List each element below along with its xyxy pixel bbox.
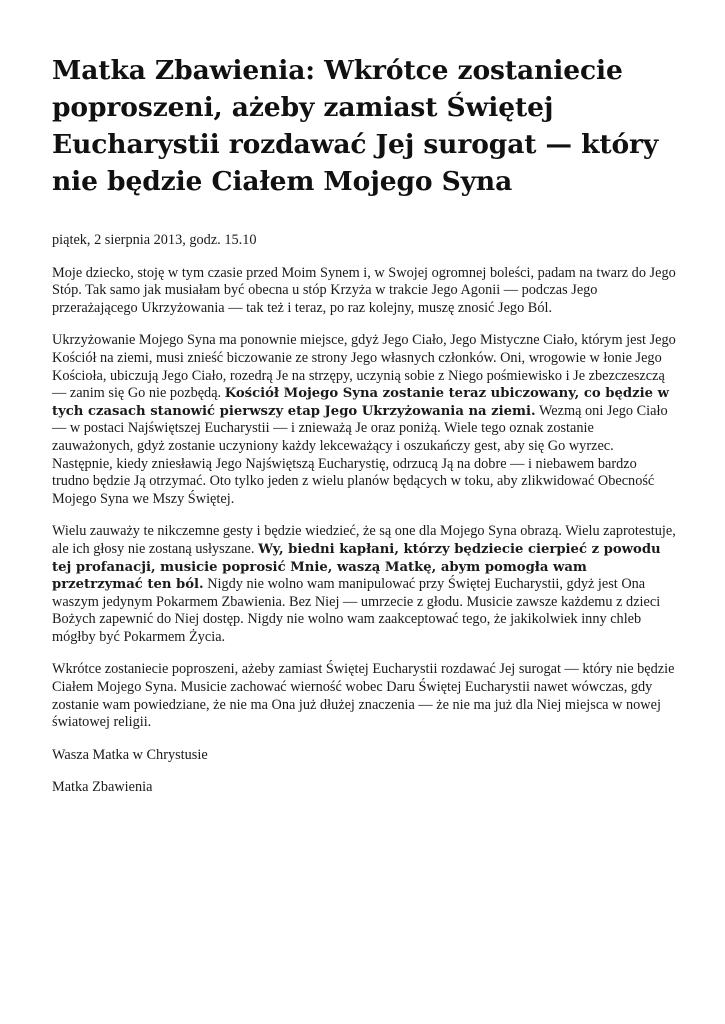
paragraph-3-text-a: Wielu zauważy te nikczemne gesty i będzie wiedzieć, że są one dla Mojego Syna obrazą. Wielu zaprotestuje, ale ich głosy nie zostaną usłyszane. xyxy=(52,523,676,557)
paragraph-3-bold: Wy, biedni kapłani, którzy będziecie cierpieć z powodu tej profanacji, musicie poprosić Mnie, waszą Matkę, abym pomogła wam przetrzymać ten ból. xyxy=(52,541,661,593)
paragraph-4: Wkrótce zostaniecie poproszeni, ażeby zamiast Świętej Eucharystii rozdawać Jej surogat — który nie będzie Ciałem Mojego Syna. Musicie zachować wierność wobec Daru Świętej Eucharystii nawet wówczas, gdy zostanie wam powiedziane, że nie ma Ona już dłużej znaczenia — że nie ma już dla Niej miejsca w nowej światowej religii. xyxy=(52,661,675,731)
paragraph-2-text-b: Wezmą oni Jego Ciało — w postaci Najświętszej Eucharystii — i znieważą Je oraz poniżą. Wiele tego oznak zostanie zauważonych, gdyż zostanie uczyniony każdy lekceważący i oszukańczy gest, aby się Go wyrzec. Następnie, kiedy zniesławią Jego Najświętszą Eucharystię, odrzucą Ją na dobre — i niebawem bardzo trudno będzie Ją otrzymać. Oto tylko jeden z wielu planów będących w toku, aby zlikwidować Obecność Mojego Syna we Mszy Świętej. xyxy=(52,402,668,507)
paragraph-3-text-b: Nigdy nie wolno wam manipulować przy Świętej Eucharystii, gdyż jest Ona waszym jedynym Pokarmem Zbawienia. Bez Niej — umrzecie z głodu. Musicie zawsze każdemu z dzieci Bożych zapewnić do Niej dostęp. Nigdy nie wolno wam zaakceptować tego, że jakikolwiek inny chleb mógłby być Pokarmem Życia. xyxy=(52,576,661,645)
signature: Matka Zbawienia xyxy=(52,779,153,796)
closing-line: Wasza Matka w Chrystusie xyxy=(52,746,208,763)
article-date: piątek, 2 sierpnia 2013, godz. 15.10 xyxy=(52,232,257,248)
article xyxy=(52,52,677,812)
paragraph-2 xyxy=(52,332,677,508)
paragraph-3 xyxy=(52,523,677,646)
article-title: Matka Zbawienia: Wkrótce zostaniecie poproszeni, ażeby zamiast Świętej Eucharystii rozdawać Jej surogat — który nie będzie Ciałem Mojego Syna xyxy=(52,55,659,197)
paragraph-2-text-a: Ukrzyżowanie Mojego Syna ma ponownie miejsce, gdyż Jego Ciało, Jego Mistyczne Ciało, którym jest Jego Kościół na ziemi, musi znieść biczowanie ze strony Jego własnych członków. Oni, wrogowie w łonie Jego Kościoła, ubiczują Jego Ciało, rozedrą Je na strzępy, uczynią sobie z Niego pośmiewisko i Je zbezczeszczą — zanim się Go nie pozbędą. xyxy=(52,332,676,402)
paragraph-2-bold: Kościół Mojego Syna zostanie teraz ubiczowany, co będzie w tych czasach stanowić pierwszy etap Jego Ukrzyżowania na ziemi. xyxy=(52,386,669,419)
paragraph-1: Moje dziecko, stoję w tym czasie przed Moim Synem i, w Swojej ogromnej boleści, padam na twarz do Jego Stóp. Tak samo jak musiałam być obecna u stóp Krzyża w trakcie Jego Agonii — podczas Jego przerażającego Ukrzyżowania — tak też i teraz, po raz kolejny, muszę znosić Jego Ból. xyxy=(52,264,676,316)
